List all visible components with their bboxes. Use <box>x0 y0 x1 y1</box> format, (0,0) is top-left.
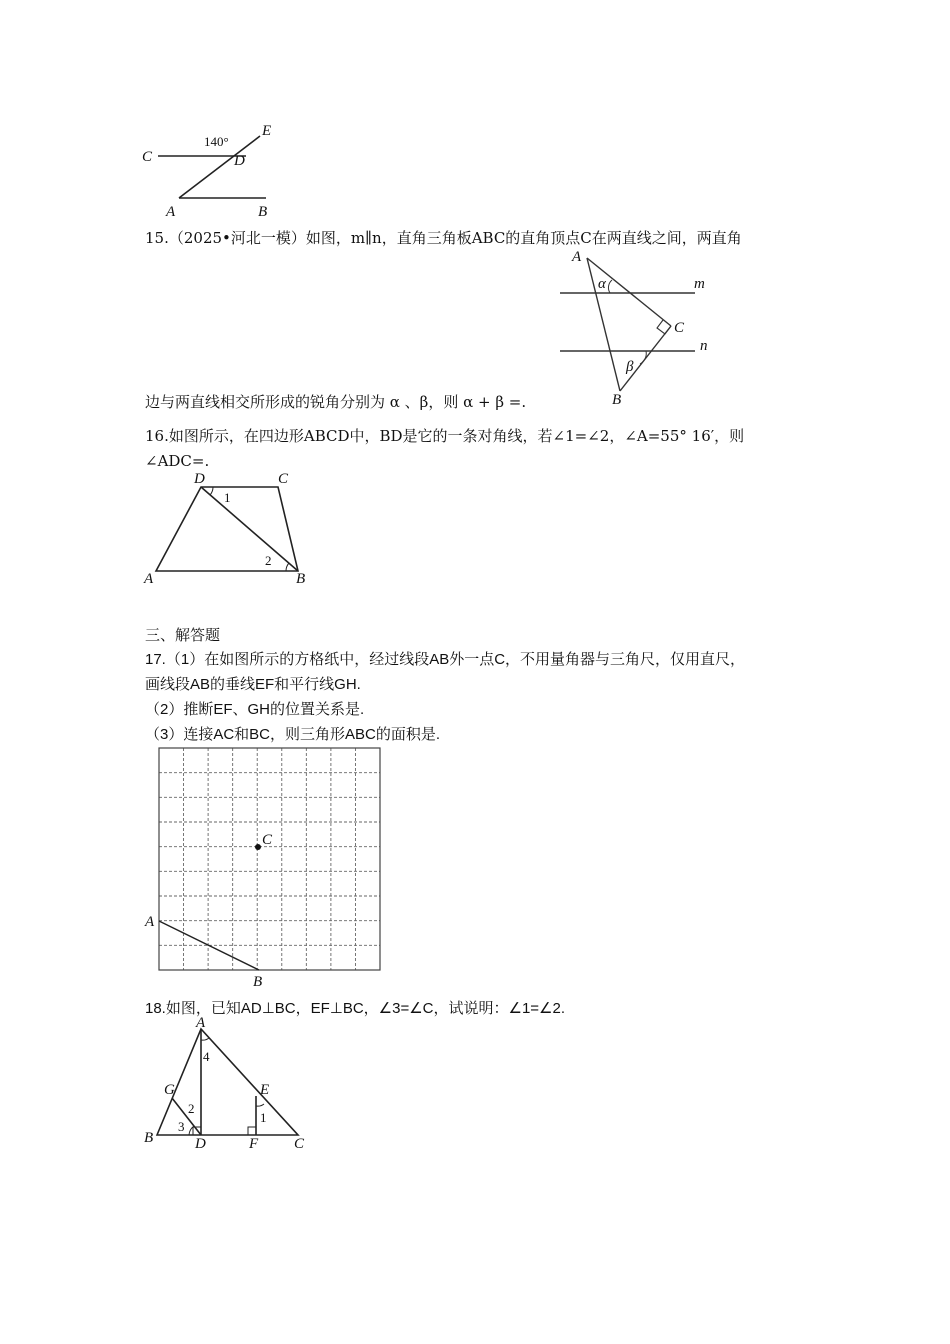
label-d: D <box>234 153 245 169</box>
q16-line2: ∠ADC=. <box>145 452 210 470</box>
figure-140-degree <box>136 120 296 220</box>
q15-line1: 15.（2025•河北一模）如图，m∥n，直角三角板ABC的直角顶点C在两直线之间，两直角 <box>145 229 742 247</box>
right-angle-mark <box>657 320 671 334</box>
q17-line2: 画线段AB的垂线EF和平行线GH. <box>145 676 361 693</box>
q18-line1: 18.如图，已知AD⊥BC，EF⊥BC，∠3=∠C，试说明：∠1=∠2. <box>145 1000 566 1017</box>
angle-2-arc <box>286 563 289 571</box>
right-angle-f <box>248 1127 256 1135</box>
label-2: 2 <box>265 553 272 568</box>
label-g: G <box>164 1082 175 1098</box>
label-3: 3 <box>178 1119 185 1134</box>
label-b: B <box>253 974 263 990</box>
angle-1-arc <box>256 1104 264 1106</box>
label-beta: β <box>626 359 634 375</box>
diagonal-bd <box>201 487 298 571</box>
label-e: E <box>262 123 272 139</box>
angle-1-arc <box>210 487 213 495</box>
label-f: F <box>249 1136 259 1152</box>
label-a: A <box>145 914 155 930</box>
label-alpha: α <box>598 276 606 292</box>
q16-figure <box>140 470 320 590</box>
label-a: A <box>196 1015 206 1031</box>
q15-line2: 边与两直线相交所形成的锐角分别为 α 、β，则 α + β =. <box>145 393 527 411</box>
q15-figure <box>560 246 730 406</box>
label-b: B <box>296 571 306 587</box>
label-c: C <box>262 832 273 848</box>
label-a: A <box>572 249 582 265</box>
label-d: D <box>195 1136 206 1152</box>
label-e: E <box>260 1082 270 1098</box>
label-1: 1 <box>260 1110 267 1125</box>
section-title: 三、解答题 <box>145 626 221 644</box>
alpha-arc <box>608 280 612 293</box>
label-angle-140: 140° <box>204 134 229 149</box>
label-b: B <box>612 392 622 408</box>
angle-4-arc <box>201 1038 209 1040</box>
label-c: C <box>294 1136 305 1152</box>
label-1: 1 <box>224 490 231 505</box>
q17-line1: 17.（1）在如图所示的方格纸中，经过线段AB外一点C，不用量角器与三角尺，仅用直尺， <box>145 651 746 668</box>
label-d: D <box>194 471 205 487</box>
q17-line4: （3）连接AC和BC，则三角形ABC的面积是. <box>145 726 441 743</box>
label-4: 4 <box>203 1049 210 1064</box>
q18-figure <box>140 1015 315 1152</box>
label-a: A <box>166 204 176 220</box>
beta-arc <box>640 351 646 364</box>
q17-grid-figure <box>143 745 388 1020</box>
segment-gd <box>172 1098 201 1135</box>
q17-line3: （2）推断EF、GH的位置关系是. <box>145 701 365 718</box>
point-c <box>255 844 261 850</box>
label-b: B <box>144 1130 154 1146</box>
side-ac <box>587 258 671 326</box>
label-a: A <box>144 571 154 587</box>
label-2: 2 <box>188 1101 195 1116</box>
label-b: B <box>258 204 268 220</box>
label-c: C <box>142 149 153 165</box>
q16-line1: 16.如图所示，在四边形ABCD中，BD是它的一条对角线，若∠1=∠2，∠A=55° 16′，则 <box>145 427 745 445</box>
label-c: C <box>278 471 289 487</box>
label-m: m <box>694 276 705 292</box>
label-n: n <box>700 338 708 354</box>
label-c: C <box>674 320 685 336</box>
